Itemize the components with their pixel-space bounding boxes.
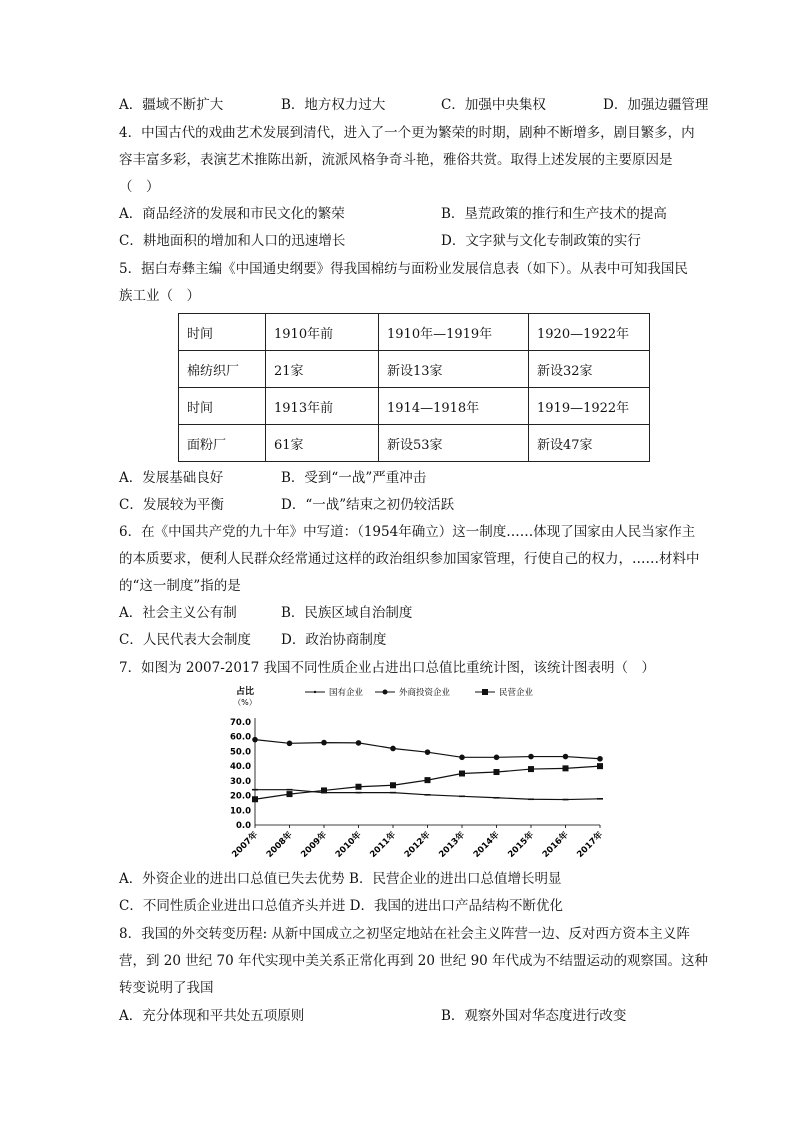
data-point [425,749,431,755]
data-point [597,756,603,762]
series-line-2 [255,740,600,759]
data-point [321,740,327,746]
data-point [252,796,258,802]
x-tick-label: 2013年 [437,830,468,860]
x-tick-label: 2012年 [402,830,433,860]
q8-stem-line: 转变说明了我国 [119,980,214,996]
data-point [597,798,603,800]
data-point [287,741,293,747]
q7-stem-line: 7．如图为 2007-2017 我国不同性质企业占进出口总值比重统计图，该统计图表明（ ） [119,660,655,676]
legend-label: 国有企业 [329,688,364,698]
legend-marker [482,689,488,695]
q5-option-d: D．“一战”结束之初仍较活跃 [281,497,455,513]
q5-option-b: B．受到“一战”严重冲击 [281,470,427,486]
q8-option-a: A．充分体现和平共处五项原则 [119,1008,305,1024]
x-tick-label: 2015年 [506,830,537,860]
table-row [179,425,650,462]
data-point [390,746,396,752]
q6-option-b: B．民族区域自治制度 [281,605,413,621]
table-row [179,388,650,425]
legend-marker [383,690,388,695]
q5-stem-line: 5．据白寿彝主编《中国通史纲要》得我国棉纺与面粉业发展信息表（如下）。从表中可知我国民 [119,261,688,277]
q4-stem-line: 容丰富多彩，表演艺术推陈出新，流派风格争奇斗艳，雅俗共赏。取得上述发展的主要原因是 [119,152,673,168]
y-axis [230,685,257,831]
data-point [528,766,534,772]
data-point [252,737,258,743]
table-cell: 1913年前 [266,388,379,425]
q5-stem-line: 族工业（ ） [119,288,200,304]
table-cell: 1919—1922年 [529,388,650,425]
x-tick-label: 2011年 [368,830,399,860]
q6-stem-line: 的本质要求，便利人民群众经常通过这样的政治组织参加国家管理，行使自己的权力，……材料中 [119,551,700,567]
q4-option-c: C．耕地面积的增加和人口的迅速增长 [119,233,346,249]
q5-option-c: C．发展较为平衡 [119,497,224,513]
table-cell: 棉纺织厂 [179,351,266,388]
data-point [528,754,534,760]
data-point [321,787,327,793]
table-cell: 时间 [179,314,266,351]
q3-option-a: A．疆域不断扩大 [119,97,224,113]
q3-option-b: B．地方权力过大 [281,97,386,113]
table-cell: 面粉厂 [179,425,266,462]
q7-option-cd: C．不同性质企业进出口总值齐头并进 D．我国的进出口产品结构不断优化 [119,898,563,914]
chart-legend [305,687,534,698]
data-point [528,798,534,800]
x-tick-label: 2010年 [333,830,364,860]
y-tick-label: 10.0 [230,806,251,817]
data-point [563,754,569,760]
data-point [356,784,362,790]
legend-label: 外商投资企业 [399,688,451,698]
table-cell: 新设13家 [379,351,529,388]
y-tick-label: 30.0 [230,776,251,787]
data-point [563,765,569,771]
q8-stem-line: 8．我国的外交转变历程: 从新中国成立之初坚定地站在社会主义阵营一边、反对西方资本主义阵 [119,926,690,942]
data-point [287,791,293,797]
industry-table [178,313,650,462]
table-cell: 21家 [266,351,379,388]
table-cell: 1910年前 [266,314,379,351]
legend-label: 民营企业 [499,688,534,698]
q4-option-b: B．垦荒政策的推行和生产技术的提高 [441,206,667,222]
q6-option-d: D．政治协商制度 [281,632,387,648]
data-point [494,755,500,761]
data-point [390,792,396,794]
q4-stem-line: （ ） [119,179,160,195]
x-axis [230,825,606,860]
q6-option-c: C．人民代表大会制度 [119,632,251,648]
q8-stem-line: 营，到 20 世纪 70 年代实现中美关系正常化再到 20 世纪 90 年代成为不结盟运动的观察国。这种 [119,953,709,969]
x-tick-label: 2009年 [299,830,330,860]
x-tick-label: 2014年 [471,830,502,860]
y-tick-label: 40.0 [230,762,251,773]
x-tick-label: 2007年 [230,830,261,860]
data-point [459,796,465,798]
q6-stem-line: 的“这一制度”指的是 [119,578,241,594]
y-tick-label: 60.0 [230,732,251,743]
y-tick-label: 50.0 [230,747,251,758]
table-cell: 新设47家 [529,425,650,462]
data-point [597,763,603,769]
table-cell: 1910年—1919年 [379,314,529,351]
data-point [425,777,431,783]
q8-option-b: B．观察外国对华态度进行改变 [441,1008,627,1024]
q7-option-ab: A．外资企业的进出口总值已失去优势 B．民营企业的进出口总值增长明显 [119,871,562,887]
table-row [179,351,650,388]
y-tick-label: 20.0 [230,791,251,802]
y-tick-label: 70.0 [230,718,251,728]
q4-option-a: A．商品经济的发展和市民文化的繁荣 [119,206,345,222]
data-point [252,789,258,791]
table-cell: 新设53家 [379,425,529,462]
x-tick-label: 2008年 [264,830,295,860]
legend-marker [314,691,316,693]
data-point [287,789,293,791]
data-point [494,769,500,775]
data-point [356,740,362,746]
data-point [563,799,569,801]
q3-option-c: C．加强中央集权 [441,97,546,113]
q6-stem-line: 6．在《中国共产党的九十年》中写道：（1954年确立）这一制度……体现了国家由人民当家作主 [119,524,696,540]
table-cell: 新设32家 [529,351,650,388]
q4-option-d: D．文字狱与文化专制政策的实行 [441,233,641,249]
y-axis-title: 占比 [235,687,255,697]
chart-series [252,737,603,802]
table-cell: 1914—1918年 [379,388,529,425]
q3-option-d: D．加强边疆管理 [603,97,709,113]
enterprise-share-line-chart [205,680,615,865]
x-tick-label: 2016年 [540,830,571,860]
x-tick-label: 2017年 [575,830,606,860]
data-point [390,782,396,788]
table-cell: 1920—1922年 [529,314,650,351]
q6-option-a: A．社会主义公有制 [119,605,237,621]
table-cell: 时间 [179,388,266,425]
table-row [179,314,650,351]
y-tick-label: 0.0 [235,821,251,831]
data-point [494,797,500,799]
data-point [459,771,465,777]
q5-option-a: A．发展基础良好 [119,470,224,486]
data-point [425,794,431,796]
data-point [459,755,465,761]
y-axis-title-unit: （%） [233,698,257,707]
table-cell: 61家 [266,425,379,462]
q4-stem-line: 4．中国古代的戏曲艺术发展到清代，进入了一个更为繁荣的时期，剧种不断增多，剧目繁多，内 [119,125,695,141]
data-point [356,792,362,794]
